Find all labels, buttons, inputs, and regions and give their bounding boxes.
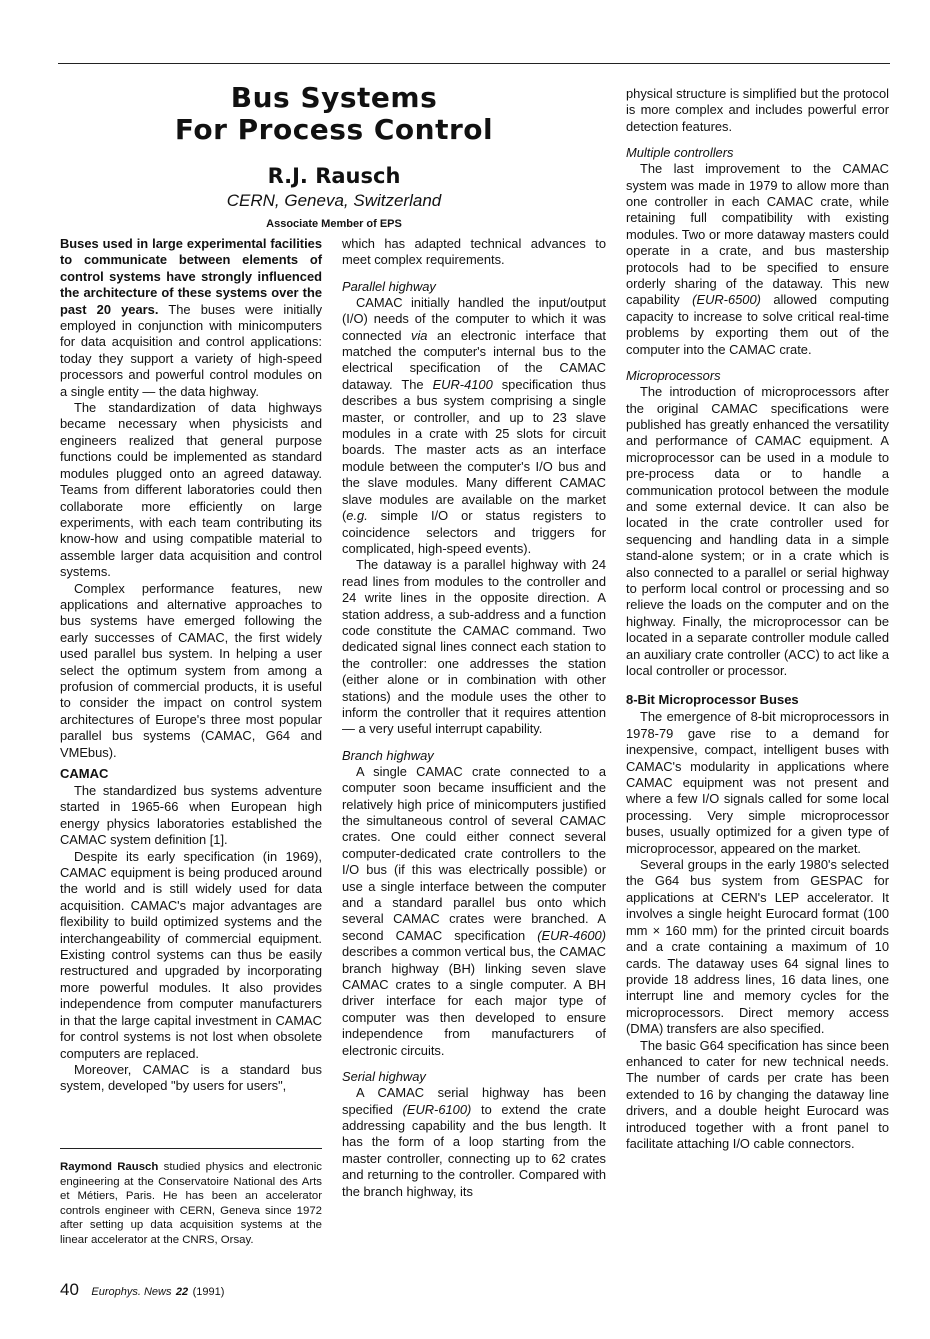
body-paragraph: The basic G64 specification has since been enhanced to cater for new technical needs. The number of cards per crate has been extended to 16 by changing the dataway line drivers, and a double height Eurocard was introduced together with a front panel to facilitate attaching I/O cable connectors.	[626, 1037, 889, 1151]
title-block	[60, 82, 608, 231]
author-membership: Associate Member of EPS	[266, 218, 402, 230]
subheading-multiple-controllers: Multiple controllers	[626, 145, 734, 161]
header-rule	[58, 63, 890, 64]
abstract-paragraph	[60, 236, 322, 400]
text-run: The last improvement to the CAMAC system was made in 1979 to allow more than one controller in each CAMAC crate, while retaining full compatibility with existing modules. Two or more dataway masters could operate in a crate, and bus mastership protocols had to be specified to ensure orderly sharing of the dataway. This new capability	[626, 161, 889, 308]
journal-volume: 22	[175, 1286, 189, 1298]
title-line-2: For Process Control	[174, 113, 494, 146]
column-2	[342, 236, 606, 1200]
body-paragraph: The introduction of microprocessors after the original CAMAC specifications were published has greatly enhanced the versatility and performance of CAMAC equipment. A microprocessor can be used in a module to pre-process data or to handle a communication protocol between the module and some external device. It can also be located in the crate controller used for sequencing and handling data in a simple stand-alone system; or in a crate which is also connected to a parallel or serial highway to perform local control or processing and so relieve the loads on the computer and on the highway. Finally, the microprocessor can be located in a separate controller module called an auxiliary crate controller (ACC) to act like a local controller or processor.	[626, 384, 889, 678]
body-paragraph: The standardized bus systems adventure started in 1965-66 when European high energy physics laboratories established the CAMAC system definition [1].	[60, 783, 322, 848]
body-paragraph	[626, 161, 889, 358]
text-run: allowed computing capacity to increase to solve critical real-time problems by exporting them out of the computer into the CAMAC crate.	[626, 292, 889, 357]
text-run: describes a common vertical bus, the CAMAC branch highway (BH) linking seven slave CAMAC crates to a single computer. A BH driver interface for each major type of computer was then developed to ensure independence from manufacturers of electronic circuits.	[342, 944, 606, 1058]
spec-reference: (EUR-6500)	[692, 292, 761, 308]
text-run-italic: e.g.	[346, 508, 368, 524]
article-title	[60, 82, 608, 146]
abstract-rest: The buses were initially employed in conjunction with minicomputers for data acquisition and control applications: today they support a variety of high-speed processors and powerful control modules on a single entity — the data highway.	[60, 301, 323, 399]
column-1	[60, 236, 322, 1095]
body-paragraph	[342, 764, 606, 1059]
body-paragraph	[342, 1085, 606, 1200]
subheading-serial-highway: Serial highway	[342, 1069, 426, 1085]
subheading-parallel-highway: Parallel highway	[342, 278, 436, 294]
author-bio	[60, 1160, 322, 1248]
text-run: to extend the crate addressing capability and the bus length. It has the form of a loop starting from the master controller, connecting up to 62 crates and returning to the controller. Compared with the branch highway, its	[342, 1101, 606, 1199]
spec-reference: (EUR-6100)	[402, 1101, 472, 1117]
body-paragraph	[342, 295, 606, 558]
text-run: A CAMAC serial highway has been specified	[342, 1085, 606, 1117]
bio-text: studied physics and electronic engineering at the Conservatoire National des Arts et Métiers, Paris. He has been an accelerator controls engineer with CERN, Geneva since 1972 after setting up data acquisition systems at the linear accelerator at the CNRS, Orsay.	[60, 1161, 322, 1246]
bio-name: Raymond Rausch	[60, 1161, 159, 1173]
text-run: CAMAC initially handled the input/output (I/O) needs of the computer to which it was connected	[342, 294, 606, 343]
text-run: simple I/O or status registers to coincidence selectors and triggers for complicated, high-speed events).	[342, 508, 606, 556]
bio-rule	[60, 1148, 322, 1149]
body-paragraph: The emergence of 8-bit microprocessors in 1978-79 gave rise to a demand for inexpensive, compact, intelligent buses with CAMAC's modularity in applications where CAMAC equipment was not present and where a few I/O signals called for some local processing. Very simple microprocessor buses, usually optimized for a given type of microprocessor, appeared on the market.	[626, 709, 889, 856]
page-number: 40	[60, 1280, 79, 1299]
journal-year: (1991)	[192, 1286, 225, 1298]
text-run: an electronic interface that matched the computer's internal bus to the electrical specification of the CAMAC dataway. The	[342, 327, 606, 392]
body-paragraph: The standardization of data highways became necessary when physicists and engineers realized that general purpose functions could be implemented as standard modules plugged onto an agreed dataway. Teams from different laboratories could then collaborate more efficiently on large experiments, with each team contributing its know-how and using compatible material to assemble larger data acquisition and control systems.	[60, 400, 322, 580]
body-paragraph: Moreover, CAMAC is a standard bus system, developed "by users for users",	[60, 1061, 322, 1094]
text-run-italic: via	[411, 327, 428, 343]
text-run: specification thus describes a bus system comprising a single master, or controller, and up to 23 slave modules in a crate with 25 slots for circuit boards. The master acts as an interface module between the computer's I/O bus and the slave modules. Many different CAMAC slave modules are available on the market (	[342, 376, 606, 524]
abstract-lead: Buses used in large experimental facilities to communicate between elements of control systems have strongly influenced the architecture of these systems over the past 20 years.	[60, 236, 322, 317]
title-line-1: Bus Systems	[230, 81, 438, 114]
section-heading-8bit: 8-Bit Microprocessor Buses	[626, 692, 799, 708]
body-paragraph: Despite its early specification (in 1969), CAMAC equipment is being produced around the world and is still widely used for data acquisition. CAMAC's major advantages are flexibility to build optimized systems and the interchangeability of commercial equipment. Existing control systems can thus be easily restructured and upgraded by incorporating more powerful modules. It also provides independence from computer manufacturers in that the large capital investment in CAMAC for control systems is not lost when obsolete computers are replaced.	[60, 848, 322, 1061]
page-footer	[60, 1280, 224, 1302]
body-paragraph: physical structure is simplified but the protocol is more complex and includes powerful error detection features.	[626, 86, 889, 134]
author-affiliation: CERN, Geneva, Switzerland	[226, 191, 442, 210]
column-3	[626, 86, 889, 1152]
body-paragraph: Complex performance features, new applications and alternative approaches to bus systems have emerged following the early successes of CAMAC, the first widely used parallel bus system. In helping a user select the optimum system from among a profusion of commercial products, it is useful to consider the impact on control system architectures of Europe's three most popular parallel bus systems (CAMAC, G64 and VMEbus).	[60, 580, 322, 760]
subheading-microprocessors: Microprocessors	[626, 368, 721, 384]
journal-name: Europhys. News	[91, 1286, 172, 1298]
text-run: A single CAMAC crate connected to a computer soon became insufficient and the relatively high price of minicomputers justified the simultaneous control of several CAMAC crates. One could either connect several computer-dedicated crate controllers to the I/O bus (if this was electrically possible) or use a single interface between the computer and a standard parallel bus onto which several CAMAC crates were branched. A second CAMAC specification	[342, 763, 606, 943]
section-heading-camac: CAMAC	[60, 766, 109, 781]
subheading-branch-highway: Branch highway	[342, 747, 434, 763]
spec-reference: EUR-4100	[432, 376, 493, 392]
spec-reference: (EUR-4600)	[537, 927, 606, 943]
body-paragraph: The dataway is a parallel highway with 24 read lines from modules to the controller and 24 write lines in the opposite direction. A station address, a sub-address and a function code constitute the CAMAC command. Two dedicated signal lines connect each station to the controller: one addresses the station (either alone or in combination with other stations) and the module uses the other to inform the controller that it requires attention — a very useful interrupt capability.	[342, 557, 606, 737]
body-paragraph: Several groups in the early 1980's selected the G64 bus system from GESPAC for applications at CERN's LEP accelerator. It involves a single height Eurocard format (100 mm × 160 mm) for the printed circuit boards and a crate containing a maximum of 10 cards. The dataway uses 64 signal lines to provide 18 address lines, 16 data lines, one interrupt line and memory cycles for the microprocessors. Direct memory access (DMA) transfers are also specified.	[626, 857, 889, 1037]
author-name: R.J. Rausch	[267, 164, 401, 188]
body-paragraph: which has adapted technical advances to meet complex requirements.	[342, 236, 606, 268]
